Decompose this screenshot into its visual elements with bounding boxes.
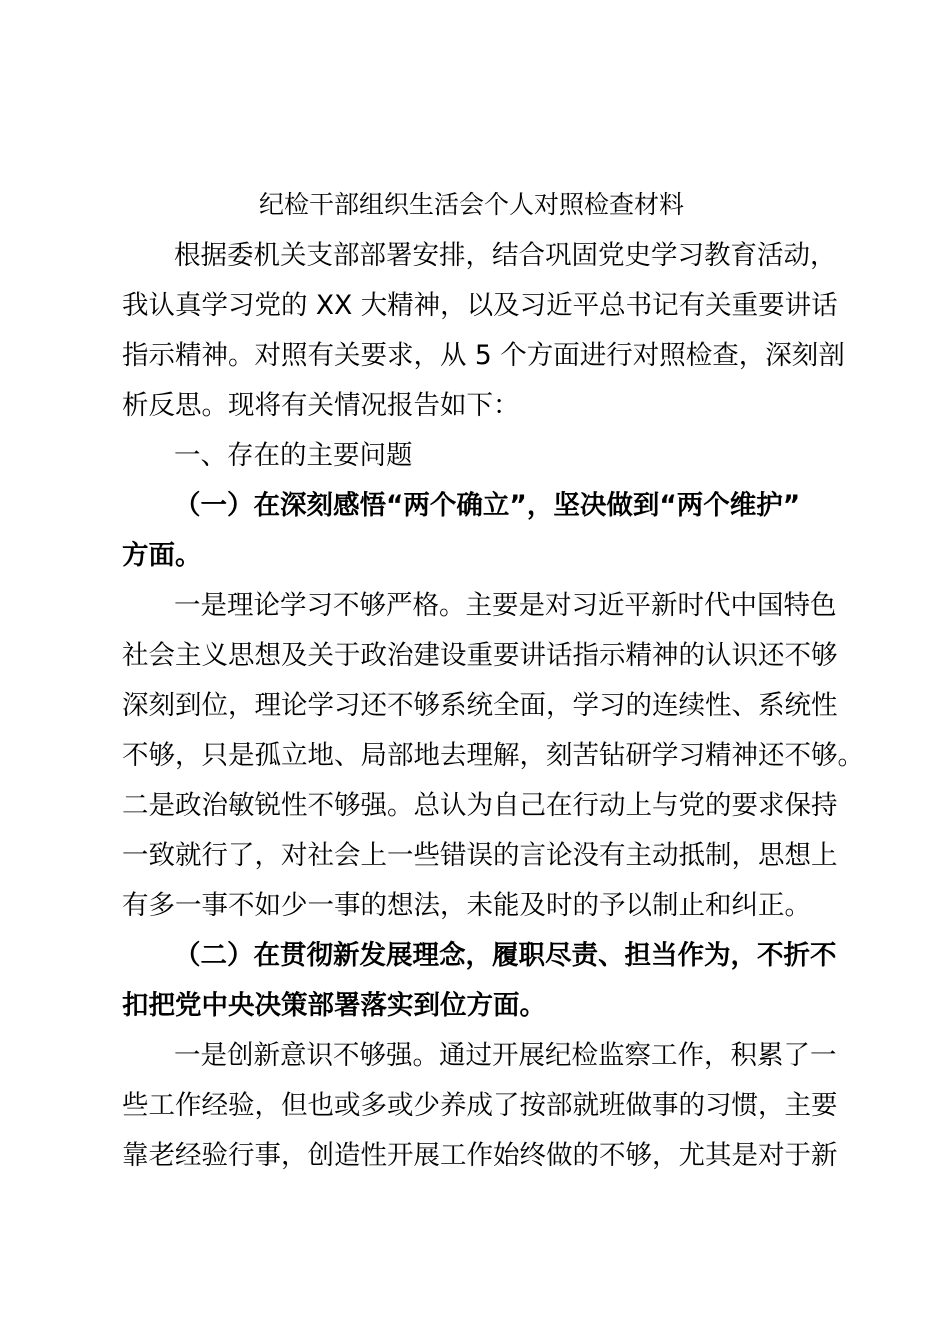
paragraph-line: 社会主义思想及关于政治建设重要讲话指示精神的认识还不够 bbox=[122, 640, 838, 671]
paragraph-line: 深刻到位，理论学习还不够系统全面，学习的连续性、系统性 bbox=[122, 690, 838, 721]
subsection-heading: 扣把党中央决策部署落实到位方面。 bbox=[122, 990, 546, 1021]
section-heading: 一、存在的主要问题 bbox=[174, 440, 413, 471]
paragraph-line: 一是理论学习不够严格。主要是对习近平新时代中国特色 bbox=[174, 590, 837, 621]
paragraph-line: 些工作经验，但也或多或少养成了按部就班做事的习惯，主要 bbox=[122, 1090, 838, 1121]
paragraph-line: 不够，只是孤立地、局部地去理解，刻苦钻研学习精神还不够。 bbox=[122, 740, 864, 771]
document-title: 纪检干部组织生活会个人对照检查材料 bbox=[259, 190, 685, 219]
paragraph-line: 我认真学习党的 XX 大精神，以及习近平总书记有关重要讲话 bbox=[122, 290, 838, 321]
paragraph-line: 一致就行了，对社会上一些错误的言论没有主动抵制，思想上 bbox=[122, 840, 838, 871]
paragraph-line: 指示精神。对照有关要求，从 5 个方面进行对照检查，深刻剖 bbox=[122, 340, 845, 371]
paragraph-line: 有多一事不如少一事的想法，未能及时的予以制止和纠正。 bbox=[122, 890, 811, 921]
subsection-heading: 方面。 bbox=[122, 540, 202, 571]
paragraph-line: 二是政治敏锐性不够强。总认为自己在行动上与党的要求保持 bbox=[122, 790, 838, 821]
paragraph-line: 一是创新意识不够强。通过开展纪检监察工作，积累了一 bbox=[174, 1040, 837, 1071]
paragraph-line: 靠老经验行事，创造性开展工作始终做的不够，尤其是对于新 bbox=[122, 1140, 838, 1171]
paragraph-line: 析反思。现将有关情况报告如下： bbox=[122, 390, 520, 421]
paragraph-line: 根据委机关支部部署安排，结合巩固党史学习教育活动， bbox=[174, 240, 837, 271]
subsection-heading: （二）在贯彻新发展理念，履职尽责、担当作为，不折不 bbox=[174, 940, 837, 971]
subsection-heading: （一）在深刻感悟“两个确立”，坚决做到“两个维护” bbox=[174, 490, 801, 521]
